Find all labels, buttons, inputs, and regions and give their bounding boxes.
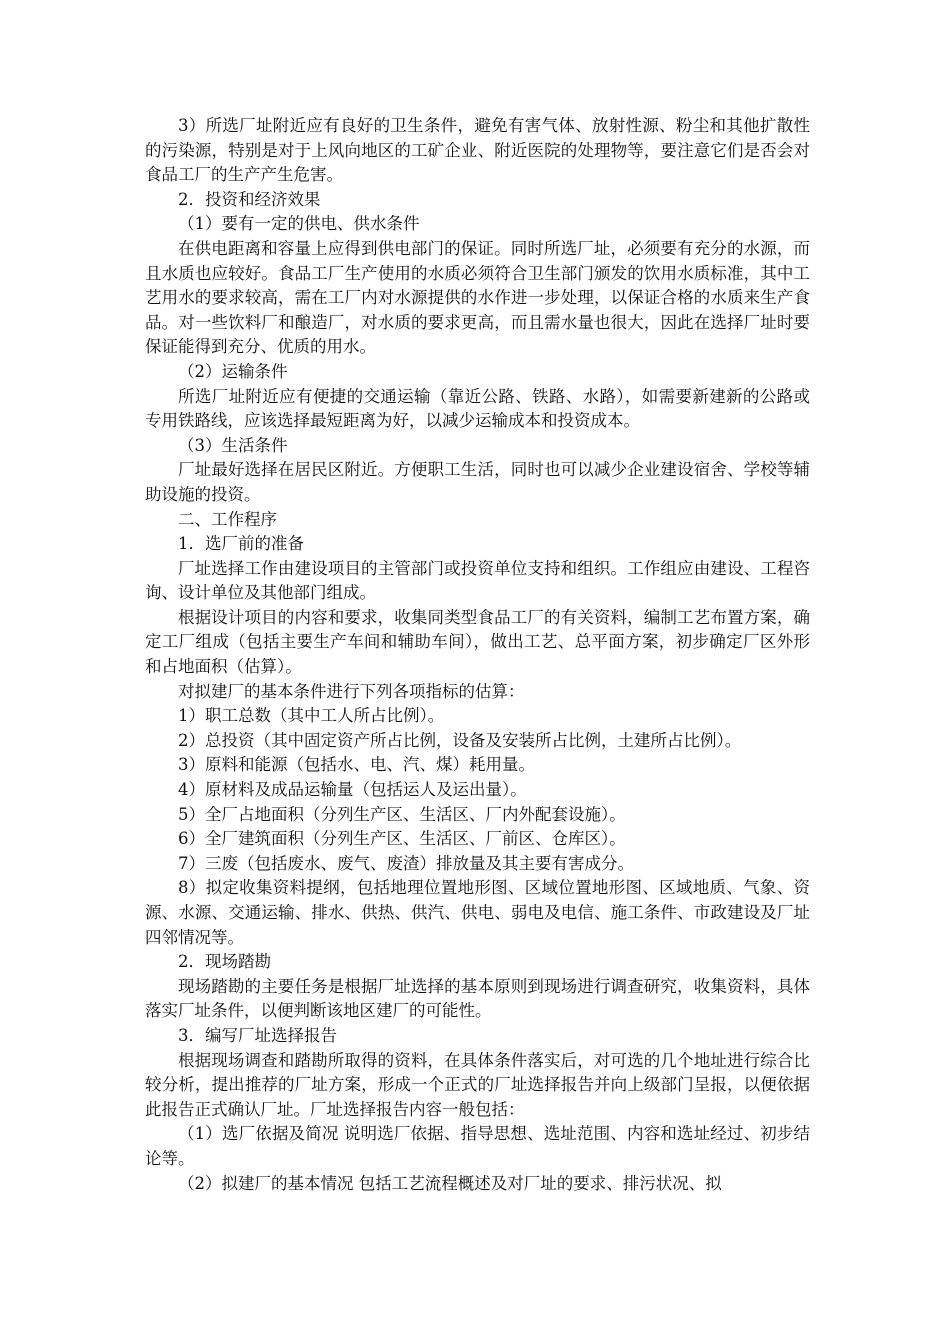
list-item: 1）职工总数（其中工人所占比例）。	[178, 706, 445, 726]
paragraph-power-water: 在供电距离和容量上应得到供电部门的保证。同时所选厂址，必须要有充分的水源，而且水质也应较好。食品工厂生产使用的水质必须符合卫生部门颁发的饮用水质标准，其中工艺用水的要求较高，需在工厂内对水源提供的水作进一步处理，以保证合格的水质来生产食品。对一些饮料厂和酿造厂，对水质的要求更高，而且需水量也很大，因此在选择厂址时要保证能得到充分、优质的用水。	[145, 238, 810, 357]
paragraph-organization: 厂址选择工作由建设项目的主管部门或投资单位支持和组织。工作组应由建设、工程咨询、设计单位及其他部门组成。	[145, 558, 810, 603]
paragraph-estimation-intro: 对拟建厂的基本条件进行下列各项指标的估算：	[178, 681, 525, 701]
list-item: 6）全厂建筑面积（分列生产区、生活区、厂前区、仓库区）。	[178, 829, 626, 849]
document-body	[145, 114, 810, 1196]
heading-preparation: 1．选厂前的准备	[178, 534, 304, 554]
list-item: 5）全厂占地面积（分列生产区、生活区、厂内外配套设施）。	[178, 804, 626, 824]
paragraph-report-item-1: （1）选厂依据及简况 说明选厂依据、指导思想、选址范围、内容和选址经过、初步结论等。	[145, 1124, 810, 1168]
paragraph-design-data: 根据设计项目的内容和要求，收集同类型食品工厂的有关资料，编制工艺布置方案，确定工厂组成（包括主要生产车间和辅助车间），做出工艺、总平面方案，初步确定厂区外形和占地面积（估算）。	[145, 607, 810, 677]
list-item: 2）总投资（其中固定资产所占比例，设备及安装所占比例，土建所占比例）。	[178, 730, 742, 750]
paragraph-report-item-2: （2）拟建厂的基本情况 包括工艺流程概述及对厂址的要求、排污状况、拟	[178, 1173, 722, 1193]
paragraph-report: 根据现场调查和踏勘所取得的资料，在具体条件落实后，对可选的几个地址进行综合比较分析，提出推荐的厂址方案，形成一个正式的厂址选择报告并向上级部门呈报，以便依据此报告正式确认厂址。厂址选择报告内容一般包括：	[145, 1050, 810, 1119]
heading-work-procedure: 二、工作程序	[178, 509, 277, 529]
heading-site-survey: 2．现场踏勘	[178, 952, 271, 972]
list-item: 4）原材料及成品运输量（包括运人及运出量）。	[178, 780, 527, 800]
heading-living: （3）生活条件	[178, 435, 288, 455]
list-item: 3）原料和能源（包括水、电、汽、煤）耗用量。	[178, 755, 535, 775]
list-item: 7）三废（包括废水、废气、废渣）排放量及其主要有害成分。	[178, 853, 634, 873]
heading-transport: （2）运输条件	[178, 361, 288, 381]
list-item: 8）拟定收集资料提纲，包括地理位置地形图、区域位置地形图、区域地质、气象、资源、水源、交通运输、排水、供热、供汽、供电、弱电及电信、施工条件、市政建设及厂址四邻情况等。	[145, 878, 810, 947]
heading-power-water: （1）要有一定的供电、供水条件	[178, 214, 420, 234]
heading-report: 3．编写厂址选择报告	[178, 1025, 337, 1045]
paragraph-transport: 所选厂址附近应有便捷的交通运输（靠近公路、铁路、水路），如需要新建新的公路或专用铁路线，应该选择最短距离为好，以减少运输成本和投资成本。	[145, 386, 810, 431]
paragraph-site-survey: 现场踏勘的主要任务是根据厂址选择的基本原则到现场进行调查研究，收集资料，具体落实厂址条件，以便判断该地区建厂的可能性。	[145, 976, 810, 1021]
paragraph-living: 厂址最好选择在居民区附近。方便职工生活，同时也可以减少企业建设宿舍、学校等辅助设施的投资。	[145, 460, 810, 504]
heading-investment-economics: 2．投资和经济效果	[178, 189, 321, 209]
paragraph-hygiene-conditions: 3）所选厂址附近应有良好的卫生条件，避免有害气体、放射性源、粉尘和其他扩散性的污染源，特别是对于上风向地区的工矿企业、附近医院的处理物等，要注意它们是否会对食品工厂的生产产生危害。	[145, 116, 810, 185]
